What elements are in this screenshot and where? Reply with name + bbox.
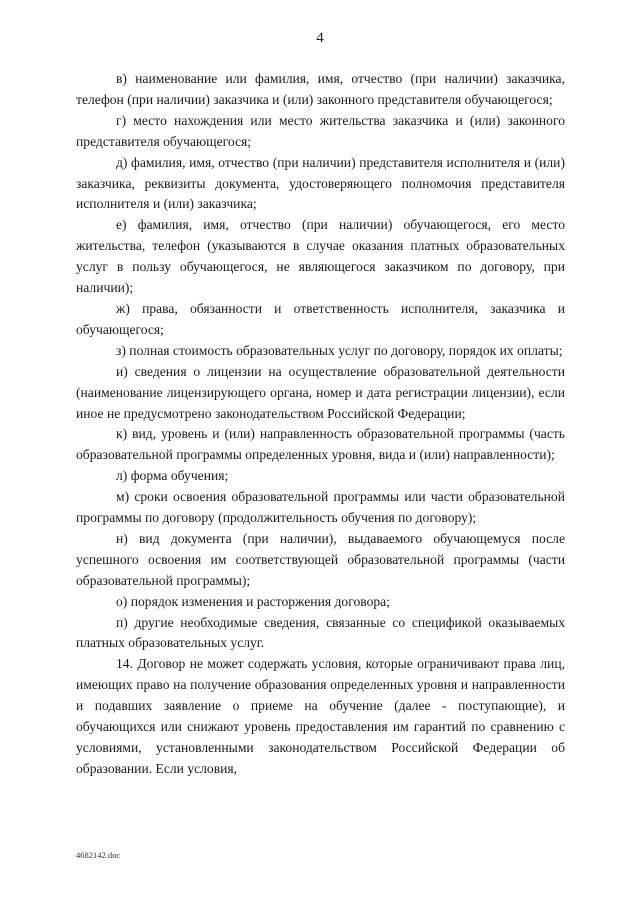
paragraph-o: о) порядок изменения и расторжения договора; bbox=[116, 593, 390, 609]
paragraph-n: н) вид документа (при наличии), выдаваемого обучающемуся после успешного освоения им соответствующей образовательной программы (части образовательной программы); bbox=[76, 530, 565, 588]
page-number: 4 bbox=[316, 30, 324, 46]
paragraph-g: г) место нахождения или место жительства заказчика и (или) законного представителя обучающегося; bbox=[76, 112, 565, 149]
paragraph-d: д) фамилия, имя, отчество (при наличии) представителя исполнителя и (или) заказчика, реквизиты документа, удостоверяющего полномочия представителя исполнителя и (или) заказчика; bbox=[76, 154, 565, 212]
paragraph-14: 14. Договор не может содержать условия, которые ограничивают права лиц, имеющих право на получение образования определенных уровня и направленности и подавших заявление о приеме на обучение (далее - поступающие), и обучающихся или снижают уровень предоставления им гарантий по сравнению с условиями, установленными законодательством Российской Федерации об образовании. Если условия, bbox=[76, 656, 565, 776]
paragraph-i: и) сведения о лицензии на осуществление образовательной деятельности (наименование лицензирующего органа, номер и дата регистрации лицензии), если иное не предусмотрено законодательством Российской Федерации; bbox=[76, 363, 565, 421]
document-body bbox=[76, 69, 565, 780]
paragraph-l: л) форма обучения; bbox=[116, 468, 229, 484]
paragraph-z: з) полная стоимость образовательных услуг по договору, порядок их оплаты; bbox=[116, 342, 563, 358]
paragraph-p: п) другие необходимые сведения, связанные со спецификой оказываемых платных образовательных услуг. bbox=[76, 614, 565, 651]
document-file-name: 4682142.doc bbox=[76, 850, 121, 860]
paragraph-k: к) вид, уровень и (или) направленность образовательной программы (часть образовательной программы определенных уровня, вида и (или) направленности); bbox=[76, 426, 565, 463]
paragraph-e: е) фамилия, имя, отчество (при наличии) обучающегося, его место жительства, телефон (указываются в случае оказания платных образовательных услуг в пользу обучающегося, не являющегося заказчиком по договору, при наличии); bbox=[76, 217, 565, 296]
paragraph-zh: ж) права, обязанности и ответственность исполнителя, заказчика и обучающегося; bbox=[76, 300, 565, 337]
paragraph-m: м) сроки освоения образовательной программы или части образовательной программы по договору (продолжительность обучения по договору); bbox=[76, 489, 565, 526]
paragraph-v: в) наименование или фамилия, имя, отчество (при наличии) заказчика, телефон (при наличии) заказчика и (или) законного представителя обучающегося; bbox=[76, 71, 565, 107]
